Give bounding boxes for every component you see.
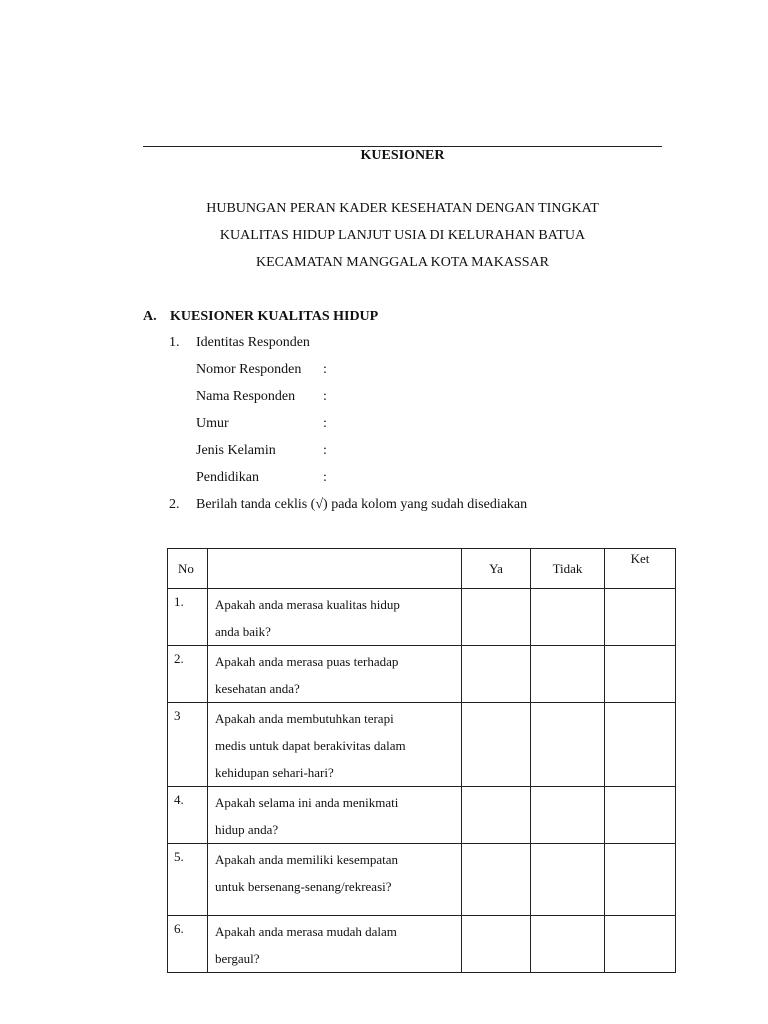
subtitle-line-2: KUALITAS HIDUP LANJUT USIA DI KELURAHAN BATUA (219, 228, 586, 243)
item-2-text: Berilah tanda ceklis (√) pada kolom yang sudah disediakan (196, 497, 528, 512)
answer-ket-cell[interactable] (605, 703, 676, 787)
row-number: 4. (168, 787, 208, 844)
item-1-label: Identitas Responden (196, 335, 310, 350)
row-number: 5. (168, 844, 208, 916)
answer-tidak-cell[interactable] (531, 916, 605, 973)
field-colon: : (323, 470, 327, 485)
field-label: Jenis Kelamin (196, 443, 276, 458)
answer-ya-cell[interactable] (462, 916, 531, 973)
answer-tidak-cell[interactable] (531, 787, 605, 844)
row-number: 3 (168, 703, 208, 787)
table-row (168, 844, 676, 916)
question-line: Apakah anda membutuhkan terapi (215, 711, 394, 726)
row-number: 6. (168, 916, 208, 973)
question-line: untuk bersenang-senang/rekreasi? (215, 879, 392, 894)
answer-ket-cell[interactable] (605, 844, 676, 916)
question-line: Apakah selama ini anda menikmati (215, 795, 399, 810)
table-row (168, 703, 676, 787)
table-row (168, 787, 676, 844)
header-question (208, 549, 462, 589)
question-line: Apakah anda merasa mudah dalam (215, 924, 397, 939)
table-row (168, 646, 676, 703)
row-question (208, 916, 462, 973)
item-1-number: 1. (169, 335, 180, 350)
question-line: Apakah anda merasa kualitas hidup (215, 597, 400, 612)
question-line: anda baik? (215, 624, 271, 639)
table-header-row (168, 549, 676, 589)
field-label: Nama Responden (196, 389, 296, 404)
question-line: kehidupan sehari-hari? (215, 765, 334, 780)
row-question (208, 589, 462, 646)
question-line: bergaul? (215, 951, 260, 966)
answer-tidak-cell[interactable] (531, 844, 605, 916)
question-line: Apakah anda merasa puas terhadap (215, 654, 399, 669)
row-number: 2. (168, 646, 208, 703)
field-label: Nomor Responden (196, 362, 302, 377)
header-ya: Ya (462, 549, 531, 589)
answer-tidak-cell[interactable] (531, 646, 605, 703)
section-heading (143, 308, 378, 326)
header-tidak: Tidak (531, 549, 605, 589)
field-colon: : (323, 443, 327, 458)
field-label: Umur (196, 416, 229, 431)
answer-tidak-cell[interactable] (531, 703, 605, 787)
section-letter: A. (143, 309, 157, 324)
answer-ket-cell[interactable] (605, 916, 676, 973)
answer-ya-cell[interactable] (462, 844, 531, 916)
answer-ya-cell[interactable] (462, 646, 531, 703)
document-title: KUESIONER (360, 148, 445, 163)
field-colon: : (323, 362, 327, 377)
field-colon: : (323, 416, 327, 431)
row-number: 1. (168, 589, 208, 646)
answer-ket-cell[interactable] (605, 787, 676, 844)
answer-ya-cell[interactable] (462, 589, 531, 646)
answer-ket-cell[interactable] (605, 646, 676, 703)
section-title: KUESIONER KUALITAS HIDUP (170, 309, 379, 324)
table-row (168, 916, 676, 973)
answer-ya-cell[interactable] (462, 787, 531, 844)
row-question (208, 646, 462, 703)
question-line: Apakah anda memiliki kesempatan (215, 852, 399, 867)
answer-tidak-cell[interactable] (531, 589, 605, 646)
question-line: hidup anda? (215, 822, 279, 837)
question-line: kesehatan anda? (215, 681, 300, 696)
question-line: medis untuk dapat berakivitas dalam (215, 738, 406, 753)
header-ket: Ket (605, 549, 676, 589)
row-question (208, 844, 462, 916)
subtitle-line-3: KECAMATAN MANGGALA KOTA MAKASSAR (256, 255, 549, 270)
row-question (208, 703, 462, 787)
field-label: Pendidikan (196, 470, 259, 485)
answer-ket-cell[interactable] (605, 589, 676, 646)
item-2-number: 2. (169, 497, 180, 512)
table-row (168, 589, 676, 646)
row-question (208, 787, 462, 844)
subtitle-line-1: HUBUNGAN PERAN KADER KESEHATAN DENGAN TINGKAT (206, 201, 599, 216)
answer-ya-cell[interactable] (462, 703, 531, 787)
header-no: No (168, 549, 208, 589)
questionnaire-table (167, 548, 676, 973)
field-colon: : (323, 389, 327, 404)
